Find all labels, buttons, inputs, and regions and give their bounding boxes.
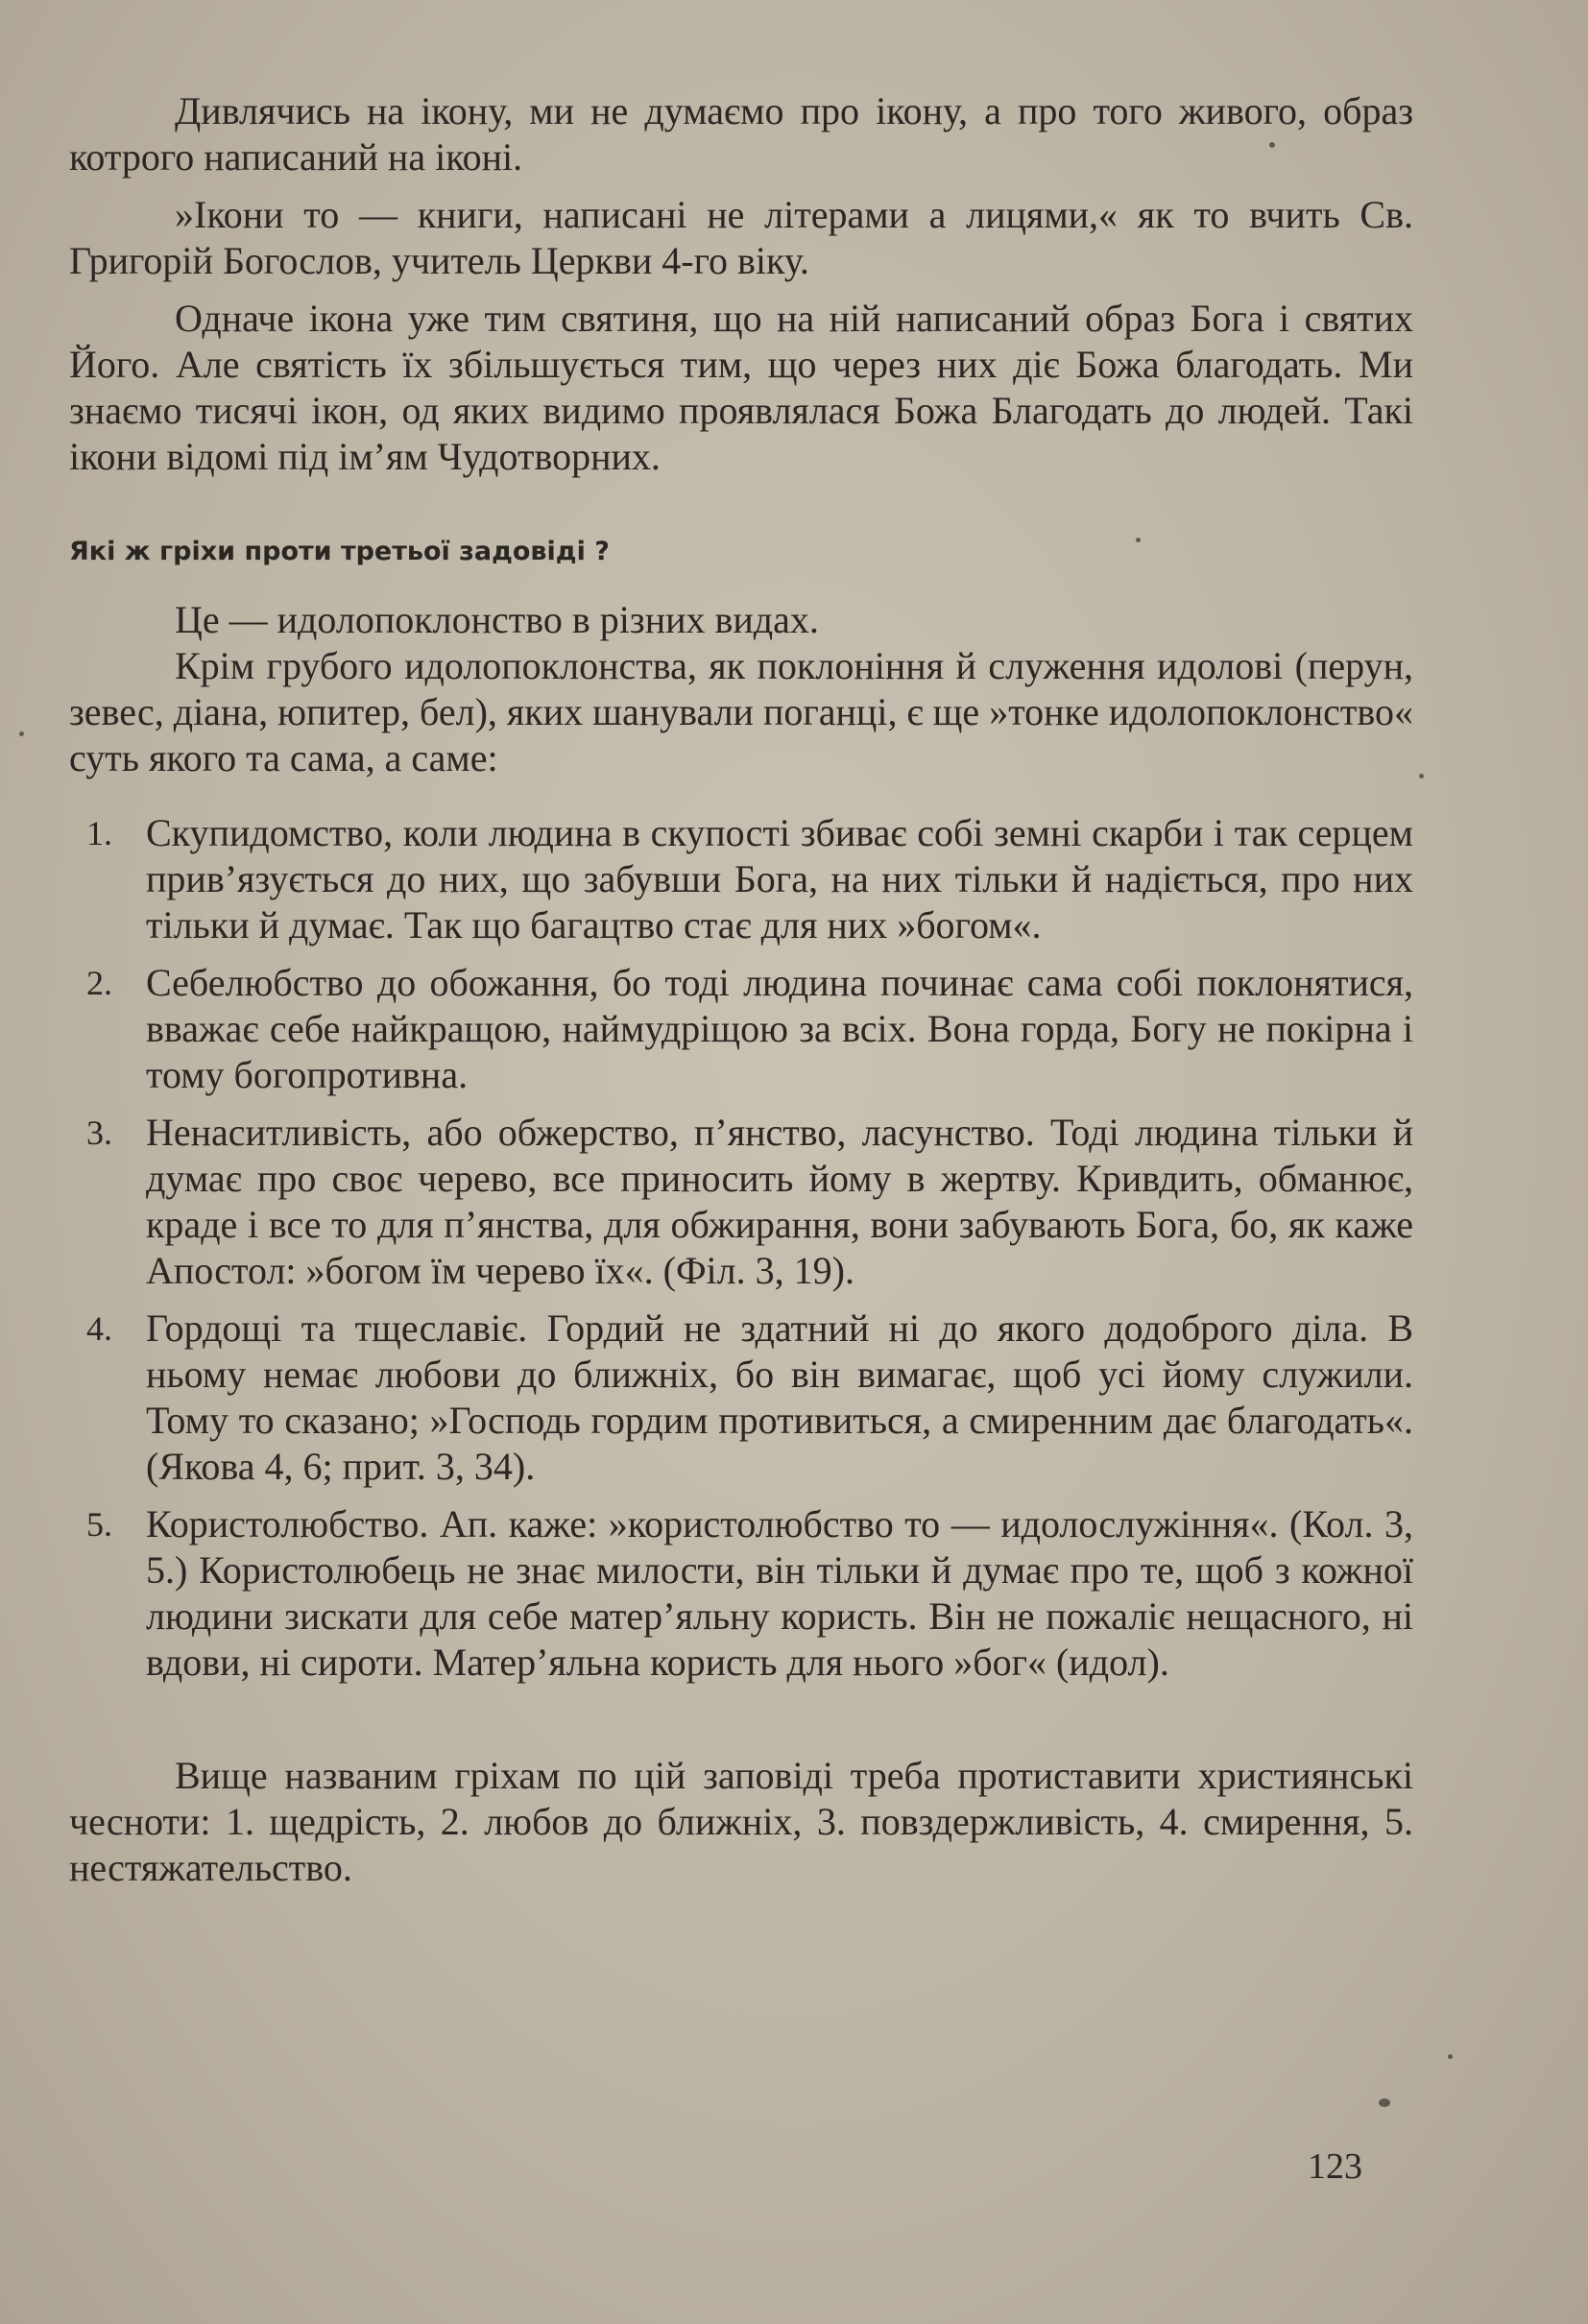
list-item xyxy=(69,1501,1413,1686)
sins-list xyxy=(69,810,1413,1686)
list-item-number: 5. xyxy=(86,1505,112,1544)
paragraph-icons-books-quote: »Ікони то — книги, написані не літерами а лицями,« як то вчить Св. Григорій Богослов, учитель Церкви 4-го віку. xyxy=(69,193,1413,282)
list-item xyxy=(69,1110,1413,1294)
print-speck xyxy=(1136,538,1141,542)
list-item xyxy=(69,1306,1413,1490)
list-item-text: Ненаситливість, або обжерство, п’янство, ласунство. Тоді людина тільки й думає про своє черево, все приносить йому в жертву. Кривдить, обманює, краде і все то для п’янства, для обжирання, вони забувають Бога, бо, як каже Апостол: »богом їм черево їх«. (Філ. 3, 19). xyxy=(146,1111,1413,1292)
list-item-number: 3. xyxy=(86,1114,112,1152)
print-speck xyxy=(1269,142,1275,148)
page-number: 123 xyxy=(1308,2146,1362,2187)
list-item-text: Користолюбство. Ап. каже: »користолюбство то — идолослужіння«. (Кол. 3, 5.) Користолюбець не знає милости, він тільки й думає про те, щоб з кожної людини зискати для себе матер’яльну користь. Він не пожаліє нещасного, ні вдови, ні сироти. Матер’яльна користь для нього »бог« (идол). xyxy=(146,1502,1413,1684)
print-speck xyxy=(1379,2098,1390,2107)
paragraph-icon-meaning: Дивлячись на ікону, ми не думаємо про ікону, а про того живого, образ котрого написаний на іконі. xyxy=(69,89,1413,179)
list-item-text: Гордощі та тщеславіє. Гордий не здатний ні до якого додоброго діла. В ньому немає любови до ближніх, бо він вимагає, щоб усі йому служили. Тому то сказано; »Господь гордим противиться, а смиренним дає благодать«. (Якова 4, 6; прит. 3, 34). xyxy=(146,1306,1413,1488)
list-item-text: Себелюбство до обожання, бо тоді людина починає сама собі поклонятися, вважає себе найкращою, наймудріщою за всіх. Вона горда, Богу не покірна і тому богопротивна. xyxy=(146,961,1413,1096)
paragraph-icon-holiness: Одначе ікона уже тим святиня, що на ній написаний образ Бога і святих Його. Але святість їх збільшується тим, що через них діє Божа благодать. Ми знаємо тисячі ікон, од яких видимо проявлялася Божа Благодать до людей. Такі ікони відомі під ім’ям Чудотворних. xyxy=(69,297,1413,478)
print-speck xyxy=(19,731,24,736)
list-item xyxy=(69,960,1413,1098)
list-item xyxy=(69,810,1413,948)
page-text xyxy=(69,88,1413,1891)
list-item-text: Скупидомство, коли людина в скупості збиває собі земні скарби і так серцем прив’язується до них, що забувши Бога, на них тільки й надіється, про них тільки й думає. Так що багацтво стає для них »богом«. xyxy=(146,811,1413,946)
section-question-heading: Які ж гріхи проти третьої задовіді ? xyxy=(69,537,610,566)
list-item-number: 4. xyxy=(86,1309,112,1348)
print-speck xyxy=(1419,774,1424,779)
print-speck xyxy=(1448,2054,1453,2059)
paragraph-subtle-idolatry: Крім грубого идолопоклонства, як поклоніння й служення идолові (перун, зевес, діана, юпитер, бел), яких шанували поганці, є ще »тонке идолопоклонство« суть якого та сама, а саме: xyxy=(69,644,1413,779)
paragraph-christian-virtues: Вище названим гріхам по цій заповіді треба протиставити християнські чесноти: 1. щедрість, 2. любов до ближніх, 3. повздержливість, 4. смирення, 5. нестяжательство. xyxy=(69,1754,1413,1889)
list-item-number: 2. xyxy=(86,964,112,1002)
list-item-number: 1. xyxy=(86,814,112,852)
paragraph-idolatry-intro: Це — идолопоклонство в різних видах. xyxy=(175,598,819,641)
